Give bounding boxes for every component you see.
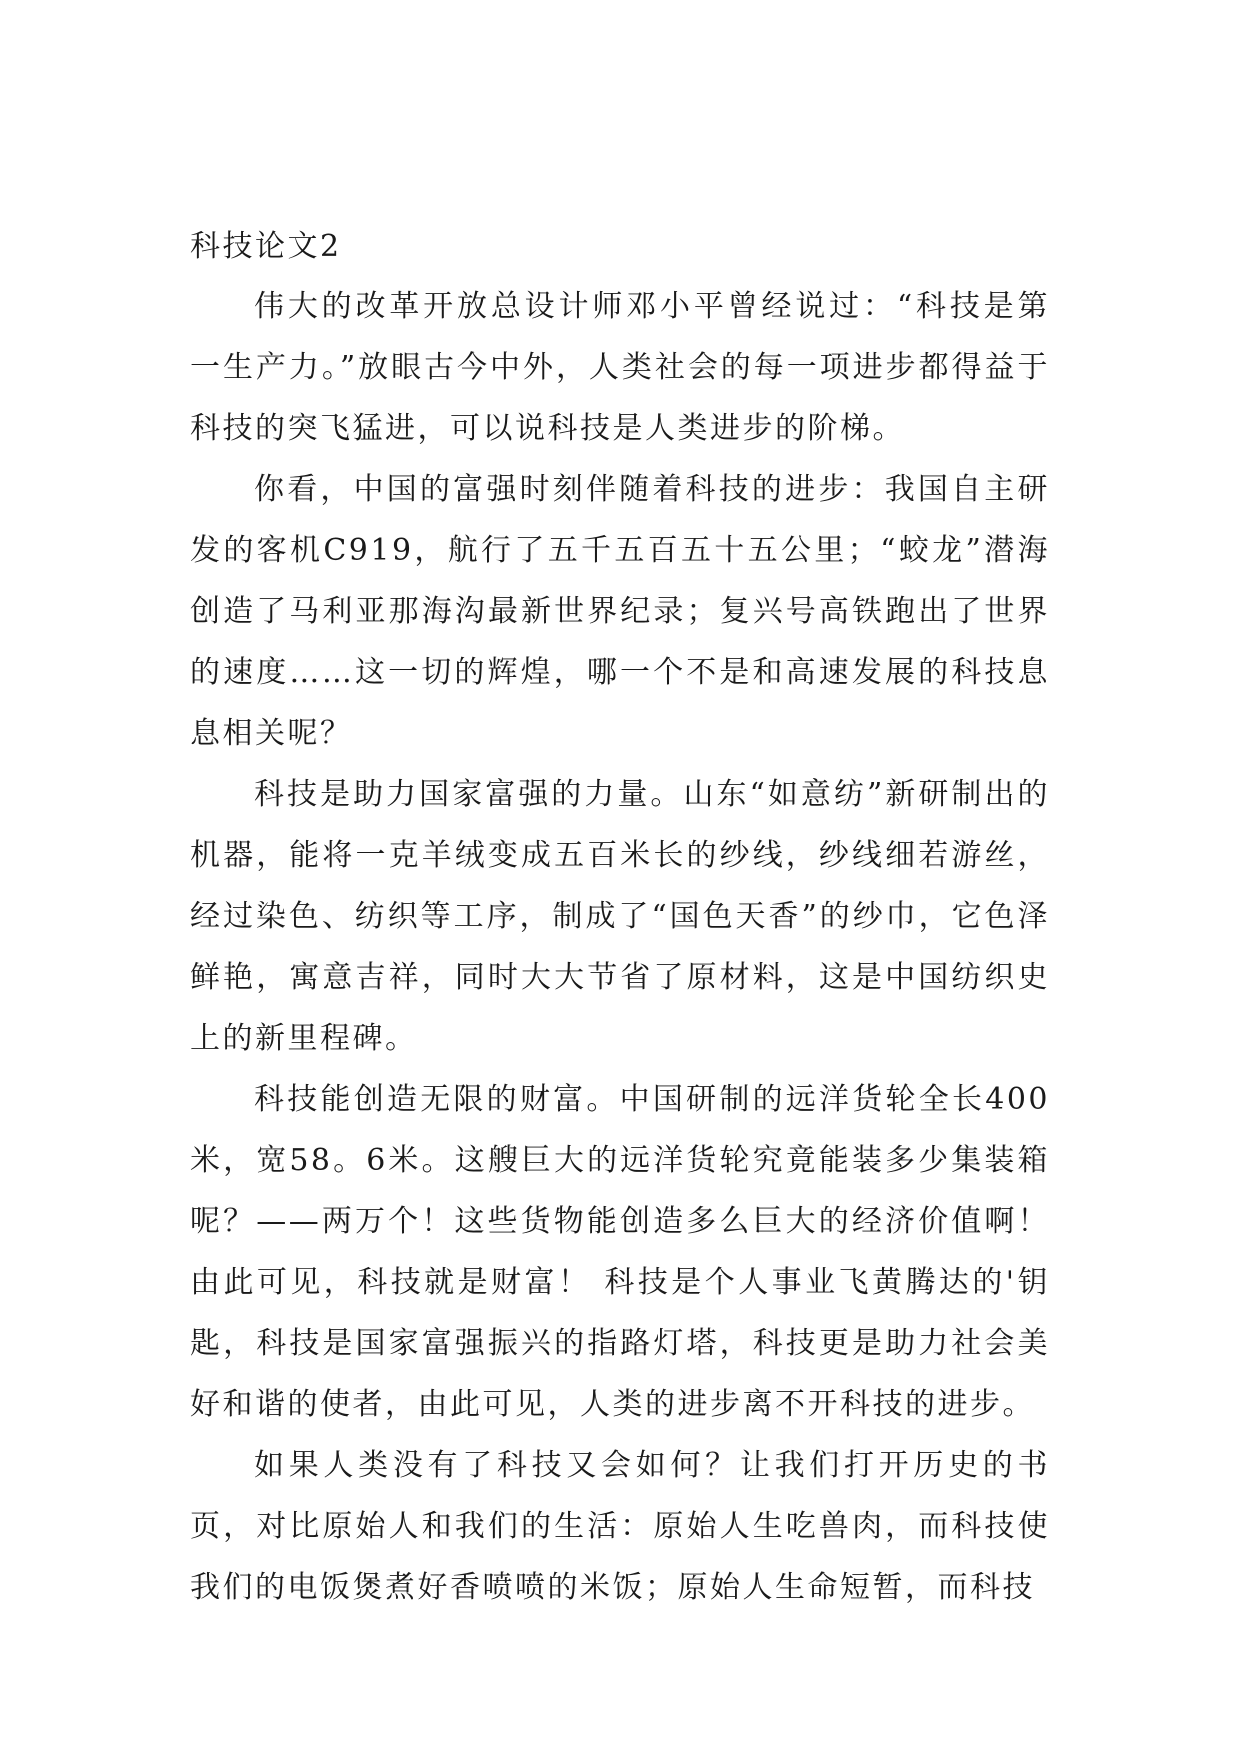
- paragraph-4: 科技能创造无限的财富。中国研制的远洋货轮全长400米，宽58。6米。这艘巨大的远洋货轮究竟能装多少集装箱呢？——两万个！这些货物能创造多么巨大的经济价值啊！由此可见，科技就是财富！ 科技是个人事业飞黄腾达的'钥匙，科技是国家富强振兴的指路灯塔，科技更是助力社会美好和谐的使者，由此可见，人类的进步离不开科技的进步。: [190, 1082, 1050, 1422]
- paragraph-2: 你看，中国的富强时刻伴随着科技的进步：我国自主研发的客机C919，航行了五千五百五十五公里；“蛟龙”潜海创造了马利亚那海沟最新世界纪录；复兴号高铁跑出了世界的速度……这一切的辉煌，哪一个不是和高速发展的科技息息相关呢？: [190, 472, 1050, 751]
- paragraph-5: 如果人类没有了科技又会如何？让我们打开历史的书页，对比原始人和我们的生活：原始人生吃兽肉，而科技使我们的电饭煲煮好香喷喷的米饭；原始人生命短暂，而科技: [190, 1448, 1050, 1605]
- paragraph-3: 科技是助力国家富强的力量。山东“如意纺”新研制出的机器，能将一克羊绒变成五百米长的纱线，纱线细若游丝，经过染色、纺织等工序，制成了“国色天香”的纱巾，它色泽鲜艳，寓意吉祥，同时大大节省了原材料，这是中国纺织史上的新里程碑。: [190, 777, 1050, 1056]
- paragraph-1: 伟大的改革开放总设计师邓小平曾经说过：“科技是第一生产力。”放眼古今中外，人类社会的每一项进步都得益于科技的突飞猛进，可以说科技是人类进步的阶梯。: [190, 289, 1050, 446]
- document-body: [190, 218, 1050, 1618]
- document-title: 科技论文2: [190, 229, 342, 264]
